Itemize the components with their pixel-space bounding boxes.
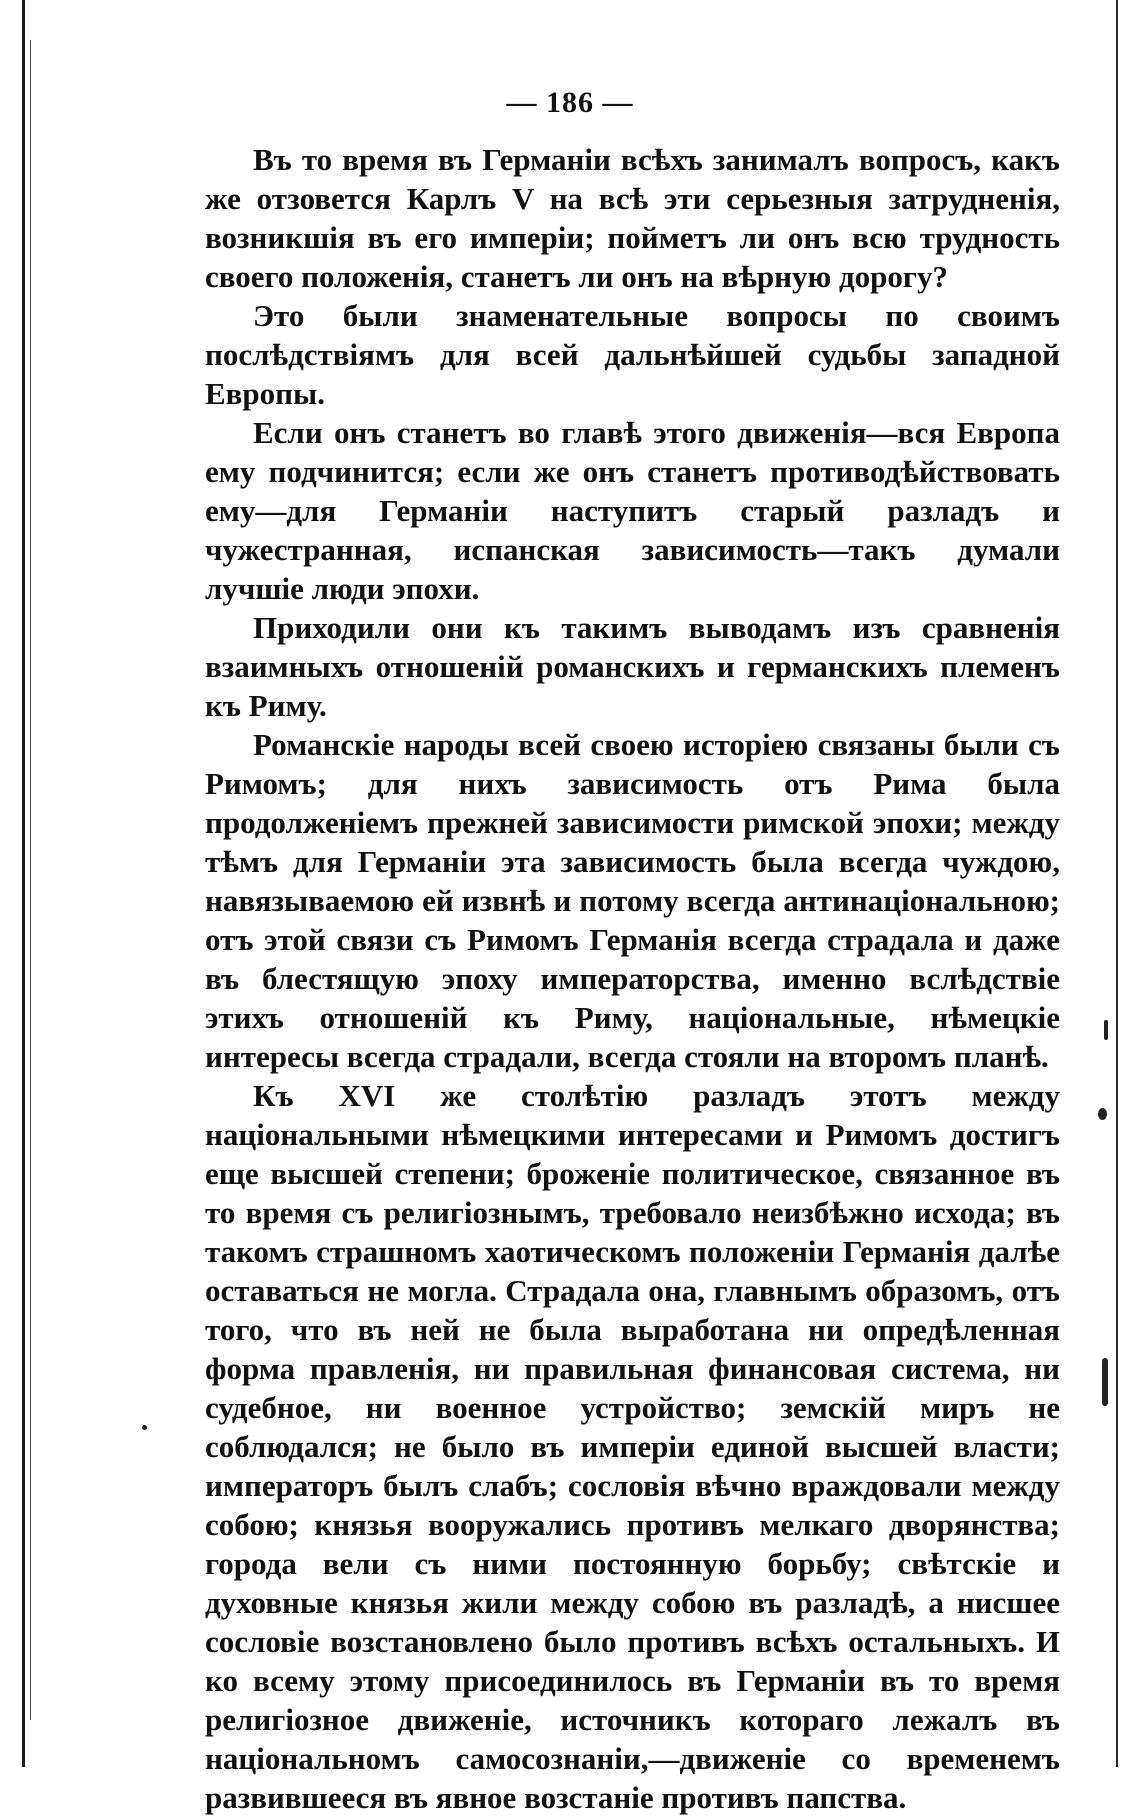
paragraph-4: Приходили они къ такимъ выводамъ изъ сравненія взаимныхъ отношеній романскихъ и германскихъ племенъ къ Риму. bbox=[205, 610, 1060, 723]
paragraph-1: Въ то время въ Германіи всѣхъ занималъ вопросъ, какъ же отзовется Карлъ V на всѣ эти серьезныя затрудненія, возникшія въ его имперіи; пойметъ ли онъ всю трудность своего положенія, станетъ ли онъ на вѣрную дорогу? bbox=[205, 142, 1060, 294]
page-binding-line bbox=[30, 40, 31, 1720]
paragraph-3: Если онъ станетъ во главѣ этого движенія—вся Европа ему подчинится; если же онъ станетъ противодѣйствовать ему—для Германіи наступитъ старый разладъ и чужестранная, испанская зависимость—такъ думали лучшіе люди эпохи. bbox=[205, 415, 1060, 606]
body-text bbox=[205, 140, 1060, 1817]
paragraph-6: Къ XVI же столѣтію разладъ этотъ между національными нѣмецкими интересами и Римомъ достигъ еще высшей степени; броженіе политическое, связанное въ то время съ религіознымъ, требовало неизбѣжно исхода; въ такомъ страшномъ хаотическомъ положеніи Германія далѣе оставаться не могла. Страдала она, главнымъ образомъ, отъ того, что въ ней не была выработана ни опредѣленная форма правленія, ни правильная финансовая система, ни судебное, ни военное устройство; земскій миръ не соблюдался; не было въ имперіи единой высшей власти; императоръ былъ слабъ; сословія вѣчно враждовали между собою; князья вооружались противъ мелкаго дворянства; города вели съ ними постоянную борьбу; свѣтскіе и духовные князья жили между собою въ разладѣ, а нисшее сословіе возстановлено было противъ всѣхъ остальныхъ. И ко всему этому присоединилось въ Германіи въ то время религіозное движеніе, источникъ котораго лежалъ въ національномъ самосознаніи,—движеніе со временемъ развившееся въ явное возстаніе противъ папства. bbox=[205, 1078, 1060, 1815]
page-number: — 186 — bbox=[506, 86, 634, 119]
page-binding-edge bbox=[22, 0, 25, 1767]
scan-speck bbox=[142, 1425, 147, 1430]
paragraph-2: Это были знаменательные вопросы по своимъ послѣдствіямъ для всей дальнѣйшей судьбы западной Европы. bbox=[205, 298, 1060, 411]
paragraph-5: Романскіе народы всей своею исторіею связаны были съ Римомъ; для нихъ зависимость отъ Рима была продолженіемъ прежней зависимости римской эпохи; между тѣмъ для Германіи эта зависимость была всегда чуждою, навязываемою ей извнѣ и потому всегда антинаціональною; отъ этой связи съ Римомъ Германія всегда страдала и даже въ блестящую эпоху императорства, именно вслѣдствіе этихъ отношеній къ Риму, національные, нѣмецкіе интересы всегда страдали, всегда стояли на второмъ планѣ. bbox=[205, 727, 1060, 1074]
scan-speck bbox=[1098, 1108, 1107, 1120]
page-right-edge bbox=[1116, 0, 1118, 1767]
scan-speck bbox=[1104, 1020, 1108, 1040]
scan-speck bbox=[1102, 1358, 1108, 1406]
